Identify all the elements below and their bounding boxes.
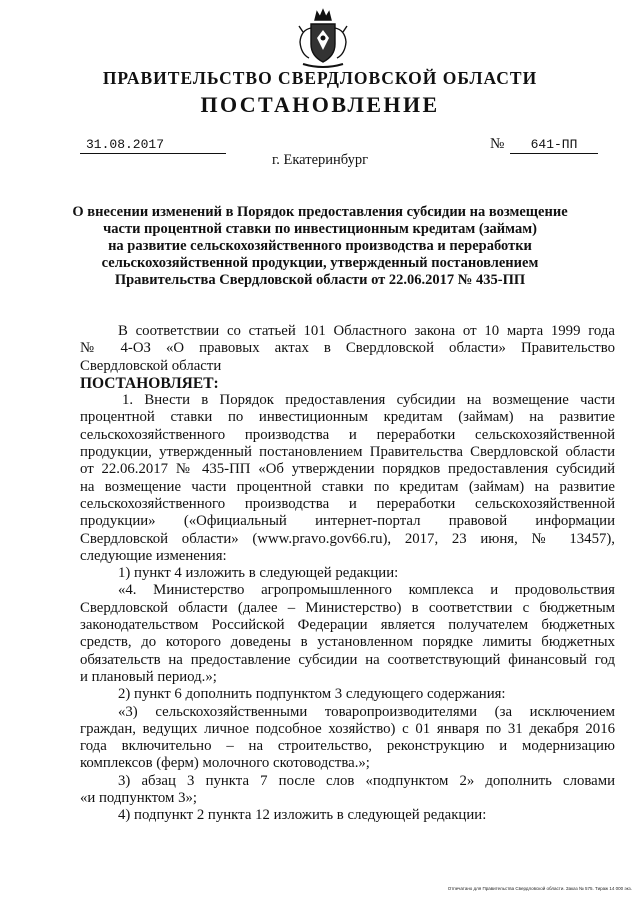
document-number: 641-ПП [510,137,598,154]
print-note: Отпечатано для Правительства Свердловской области. Заказ № 575. Тираж 14 000 экз. [447,886,632,891]
body-line: и плановый период.»; [80,668,217,685]
resolution-heading: ПОСТАНОВЛЯЕТ: [80,374,219,392]
body-line: средств, до которого доведены в установленном порядке лимиты бюджетных [80,634,615,651]
body-line: комплексов (ферм) молочного скотоводства.»; [80,755,370,772]
body-line: «и подпунктом 3»; [80,790,198,807]
body-line: Свердловской области [80,357,222,374]
title-line: О внесении изменений в Порядок предоставления субсидии на возмещение [72,204,568,220]
body-line: «4. Министерство агропромышленного комплекса и продовольствия [118,582,615,599]
body-line: В соответствии со статьей 101 Областного закона от 10 марта 1999 года [118,323,615,339]
body-line: 3) абзац 3 пункта 7 после слов «подпунктом 2» дополнить словами [118,772,615,789]
body-line: сельскохозяйственного производства и переработки сельскохозяйственной [80,426,615,443]
body-line: от 22.06.2017 № 435-ПП «Об утверждении порядков предоставления субсидий [80,461,615,478]
body-line: 1) пункт 4 изложить в следующей редакции: [118,565,399,582]
body-line: 2) пункт 6 дополнить подпунктом 3 следующего содержания: [118,686,506,703]
government-name: ПРАВИТЕЛЬСТВО СВЕРДЛОВСКОЙ ОБЛАСТИ [102,68,538,88]
document-body [80,323,615,825]
body-line: 4) подпункт 2 пункта 12 изложить в следующей редакции: [118,807,487,824]
body-line: сельскохозяйственного производства и переработки сельскохозяйственной [80,495,615,512]
body-line: продукции, утвержденный постановлением Правительства Свердловской области [80,444,615,461]
title-line: Правительства Свердловской области от 22.06.2017 № 435-ПП [114,272,526,288]
title-line: части процентной ставки по инвестиционным кредитам (займам) [103,221,537,237]
body-line: Свердловской области (далее – Министерство) в соответствии с бюджетным [80,599,615,616]
document-title [60,204,580,289]
number-sign: № [490,136,505,152]
body-line: на возмещение части процентной ставки по кредитам (займам) на развитие [80,478,615,495]
body-line: Свердловской области» (www.pravo.gov66.ru), 2017, 23 июня, № 13457), [80,530,615,547]
title-line: на развитие сельскохозяйственного производства и переработки [108,238,532,254]
title-line: сельскохозяйственной продукции, утвержденный постановлением [101,255,539,271]
body-line: продукции» («Официальный интернет-портал правовой информации [80,513,615,530]
body-line: следующие изменения: [80,547,227,564]
document-type: ПОСТАНОВЛЕНИЕ [200,92,440,117]
coat-of-arms-emblem [295,8,351,72]
body-line: процентной ставки по инвестиционным кредитам (займам) на развитие [80,409,615,426]
city: г. Екатеринбург [271,152,369,168]
document-date: 31.08.2017 [80,137,226,154]
body-line: обязательств на предоставление субсидии на соответствующий финансовый год [80,651,615,668]
body-line: № 4-ОЗ «О правовых актах в Свердловской области» Правительство [80,340,615,357]
body-line: года включительно – на строительство, реконструкцию и модернизацию [80,738,615,755]
body-line: законодательством Российской Федерации является получателем бюджетных [80,617,615,634]
body-line: граждан, ведущих личное подсобное хозяйство) с 01 января по 31 декабря 2016 [80,720,615,737]
body-line: 1. Внести в Порядок предоставления субсидии на возмещение части [122,392,615,409]
body-line: «3) сельскохозяйственными товаропроизводителями (за исключением [118,703,615,720]
